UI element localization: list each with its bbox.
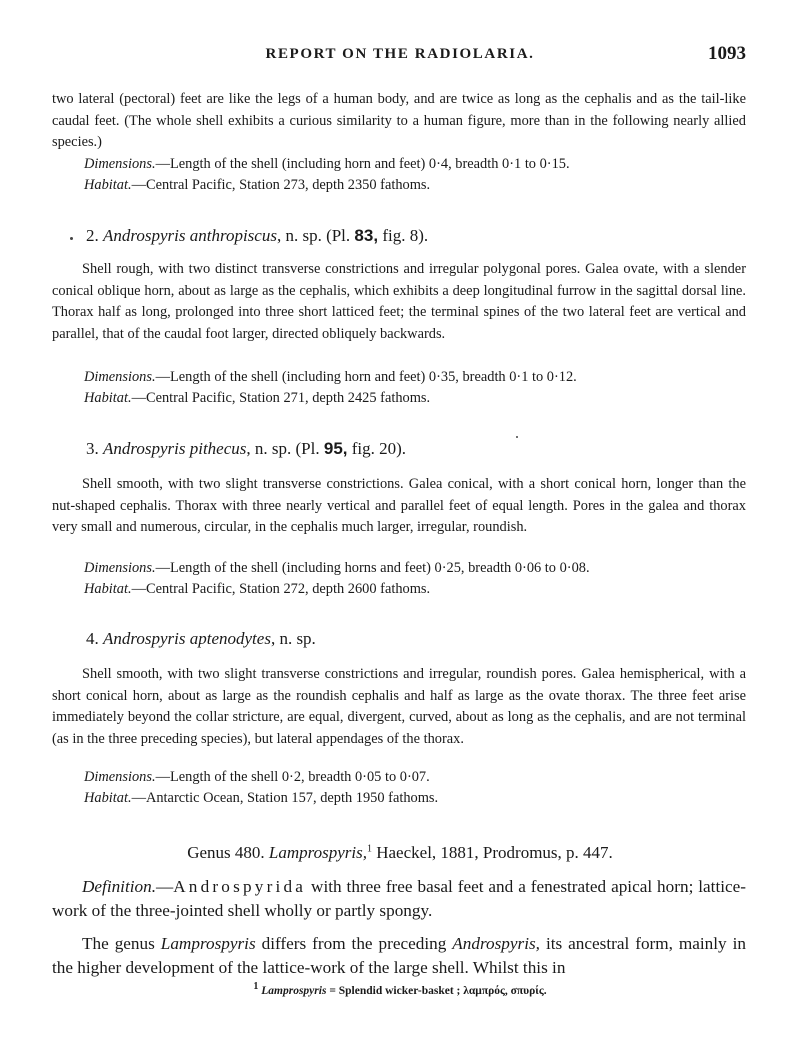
species-number: 3. <box>86 439 99 458</box>
habitat-label: Habitat. <box>84 177 132 193</box>
habitat-text: —Central Pacific, Station 271, depth 2425 fathoms. <box>131 390 431 406</box>
dimensions-label: Dimensions. <box>84 769 156 785</box>
species-habitat <box>84 788 438 810</box>
print-speck <box>70 237 73 240</box>
habitat-label: Habitat. <box>84 790 132 806</box>
intro-habitat <box>84 175 430 197</box>
species-heading <box>86 629 316 649</box>
habitat-text: —Central Pacific, Station 272, depth 2600 fathoms. <box>131 581 431 597</box>
genus-number: Genus 480. <box>187 843 269 862</box>
species-description: Shell smooth, with two slight transverse constrictions and irregular, roundish pores. Galea hemispherical, with a short conical horn, about as large as the roundish cephalis and half as large as the ovate thorax. The three feet arise immediately beyond the collar stricture, are equal, divergent, curved, about as long as the cephalis, and are not terminal (as in the three preceding species), but lateral appendages of the thorax. <box>52 666 746 748</box>
species-heading <box>86 439 406 459</box>
species-suffix: , n. sp. (Pl. <box>246 439 324 458</box>
species-number: 2. <box>86 226 99 245</box>
definition-label: Definition. <box>82 877 156 896</box>
body-text: differs from the preceding <box>255 934 453 953</box>
page-number: 1093 <box>708 43 746 64</box>
species-name: Androspyris anthropiscus <box>103 226 277 245</box>
species-name: Androspyris aptenodytes <box>103 629 271 648</box>
plate-reference: 83, <box>354 226 379 245</box>
genus-name: Lamprospyris, <box>268 843 367 862</box>
plate-reference: 95, <box>323 439 348 458</box>
genus-citation: Haeckel, 1881, Prodromus, p. 447. <box>371 843 613 862</box>
definition-text: with three free basal feet and a fenestrated apical horn; lattice-work of the three-jointed shell wholly or partly spongy. <box>52 877 746 920</box>
dimensions-label: Dimensions. <box>84 369 156 385</box>
species-description: Shell smooth, with two slight transverse constrictions. Galea conical, with a short conical horn, longer than the nut-shaped cephalis. Thorax with three nearly vertical and parallel feet of equal length. Pores in the galea and thorax very small and numerous, circular, in the cephalis much larger, irregular, roundish. <box>52 476 746 536</box>
species-dimensions <box>84 367 577 389</box>
dimensions-text: —Length of the shell (including horn and feet) 0·4, breadth 0·1 to 0·15. <box>155 156 570 172</box>
running-header <box>0 43 800 70</box>
footnote-marker: 1 <box>366 843 372 855</box>
figure-reference: fig. 20). <box>347 439 407 458</box>
running-title: REPORT ON THE RADIOLARIA. <box>265 46 535 62</box>
footnote-text: = Splendid wicker-basket ; λαμπρός, σπυρίς. <box>326 985 547 997</box>
body-text: its ancestral form, mainly in the higher development of the lattice-work of the large shell. Whilst this in <box>52 934 746 977</box>
genus-body <box>52 932 746 980</box>
habitat-label: Habitat. <box>84 581 132 597</box>
species-dimensions <box>84 767 430 789</box>
species-number: 4. <box>86 629 99 648</box>
intro-dimensions <box>84 154 570 176</box>
print-speck <box>516 436 518 438</box>
genus-heading <box>0 843 800 863</box>
dimensions-text: —Length of the shell 0·2, breadth 0·05 to 0·07. <box>155 769 430 785</box>
genus-definition <box>52 875 746 923</box>
figure-reference: fig. 8). <box>378 226 429 245</box>
body-text: The genus <box>82 934 161 953</box>
definition-dash: — <box>156 877 174 896</box>
species-habitat <box>84 579 430 601</box>
species-heading <box>86 226 428 246</box>
species-suffix: , n. sp. <box>270 629 316 648</box>
dimensions-text: —Length of the shell (including horns and feet) 0·25, breadth 0·06 to 0·08. <box>155 560 590 576</box>
species-name: Androspyris pithecus <box>103 439 247 458</box>
species-suffix: , n. sp. (Pl. <box>276 226 355 245</box>
footnote <box>0 981 800 997</box>
species-description: Shell rough, with two distinct transverse constrictions and irregular polygonal pores. Galea ovate, with a slender conical oblique horn, about as large as the cephalis, which exhibits a deep longitudinal furrow in the sagittal dorsal line. Thorax half as long, prolonged into three short latticed feet; the terminal spines of the two lateral feet are vertical and parallel, that of the caudal foot larger, directed obliquely backwards. <box>52 261 746 343</box>
footnote-mark: 1 <box>253 981 259 993</box>
definition-family: Androspyrida <box>173 877 307 896</box>
footnote-term: Lamprospyris <box>261 985 327 997</box>
dimensions-text: —Length of the shell (including horn and feet) 0·35, breadth 0·1 to 0·12. <box>155 369 577 385</box>
genus-name-inline: Lamprospyris <box>160 934 256 953</box>
species-dimensions <box>84 558 590 580</box>
habitat-text: —Antarctic Ocean, Station 157, depth 1950 fathoms. <box>131 790 439 806</box>
habitat-text: —Central Pacific, Station 273, depth 2350 fathoms. <box>131 177 431 193</box>
ancestor-name: Androspyris, <box>452 934 540 953</box>
intro-paragraph: two lateral (pectoral) feet are like the legs of a human body, and are twice as long as the cephalis and as the tail-like caudal feet. (The whole shell exhibits a curious similarity to a human figure, more than in the following nearly allied species.) <box>52 91 746 151</box>
species-habitat <box>84 388 430 410</box>
dimensions-label: Dimensions. <box>84 560 156 576</box>
habitat-label: Habitat. <box>84 390 132 406</box>
dimensions-label: Dimensions. <box>84 156 156 172</box>
